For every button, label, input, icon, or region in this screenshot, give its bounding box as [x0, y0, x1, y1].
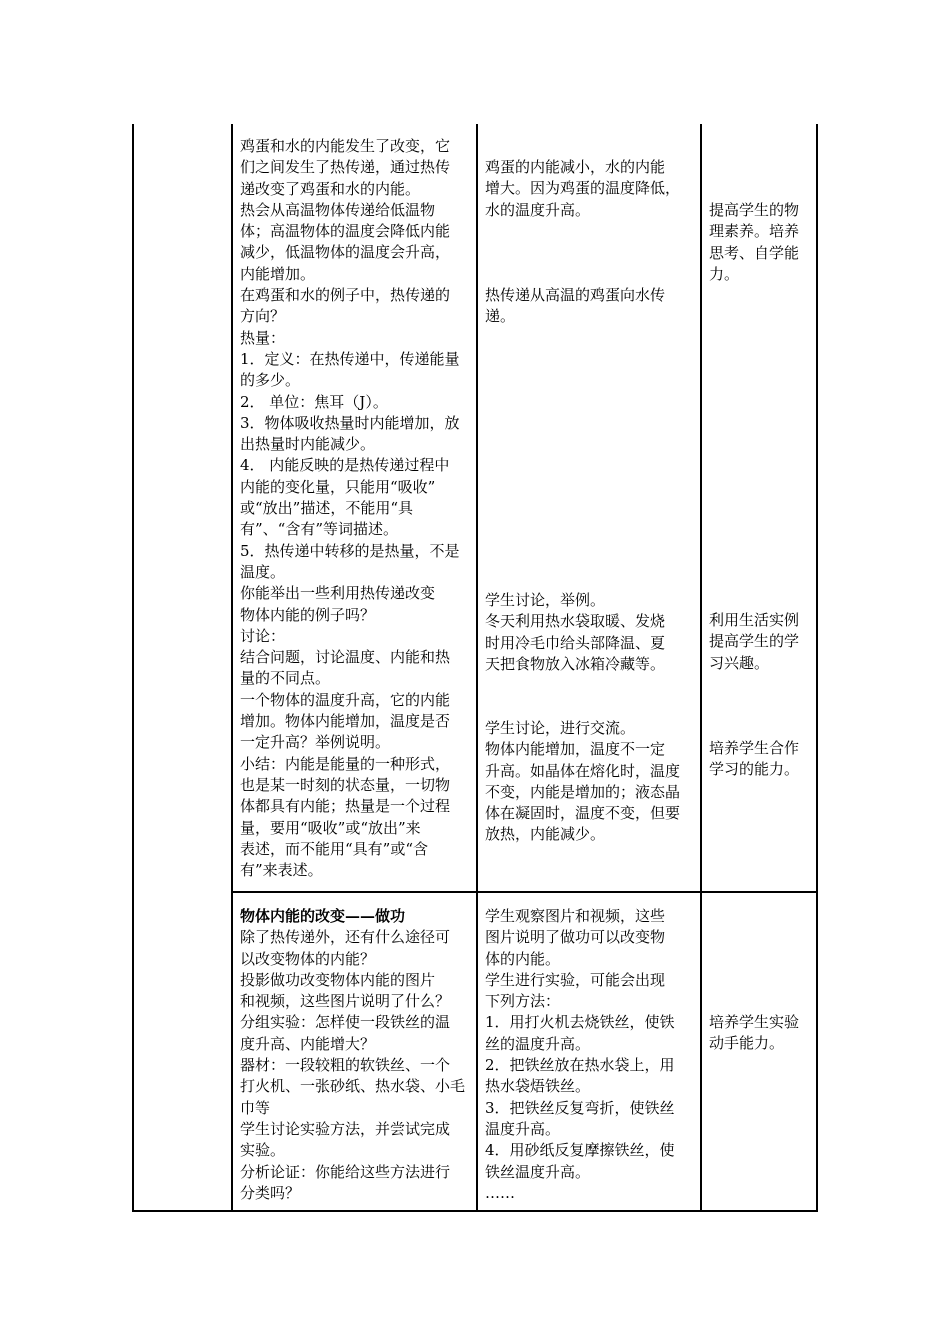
- text-line: 增大。因为鸡蛋的温度降低，: [485, 179, 681, 198]
- text-line: 增加。物体内能增加，温度是否: [240, 712, 451, 731]
- table-divider-2: [476, 124, 478, 1212]
- table-divider-3: [700, 124, 702, 1212]
- text-line: 有”、“含有”等词描述。: [240, 520, 399, 539]
- text-line: 物体内能增加，温度不一定: [485, 740, 666, 759]
- text-line: 学生进行实验，可能会出现: [485, 970, 666, 989]
- text-line: 学生观察图片和视频，这些: [485, 907, 666, 925]
- table-border-bottom: [132, 1210, 818, 1212]
- text-line: 在鸡蛋和水的例子中，热传递的: [240, 286, 451, 305]
- text-line: 热会从高温物体传递给低温物: [240, 200, 436, 219]
- text-line: 冬天利用热水袋取暖、发烧: [485, 612, 666, 631]
- text-line: ……: [485, 1183, 515, 1202]
- text-line: 分类吗？: [240, 1183, 301, 1202]
- text-line: 升高。如晶体在熔化时，温度: [485, 761, 681, 780]
- row2-student-activity: [485, 906, 699, 1204]
- text-line: 的多少。: [240, 371, 301, 390]
- text-line: 内能的变化量，只能用“吸收”: [240, 477, 436, 496]
- text-line: 也是某一时刻的状态量，一切物: [240, 775, 451, 794]
- text-line: 有”来表述。: [240, 861, 323, 880]
- text-line: 铁丝温度升高。: [485, 1162, 591, 1181]
- text-line: 培养学生合作: [709, 739, 800, 757]
- text-line: 图片说明了做功可以改变物: [485, 928, 666, 947]
- text-line: 温度升高。: [485, 1119, 561, 1138]
- text-line: 水的温度升高。: [485, 200, 591, 219]
- text-line: 量的不同点。: [240, 669, 331, 688]
- text-line: 分析论证：你能给这些方法进行: [240, 1162, 451, 1181]
- row1-teacher-activity: [240, 136, 474, 881]
- text-line: 分组实验：怎样使一段铁丝的温: [240, 1013, 451, 1032]
- text-line: 鸡蛋和水的内能发生了改变，它: [240, 137, 451, 155]
- text-line: 内能增加。: [240, 264, 316, 283]
- text-line: 学习的能力。: [709, 760, 800, 779]
- row1-student-answer-a: [485, 157, 699, 221]
- text-line: 热水袋焐铁丝。: [485, 1077, 591, 1096]
- text-line: 2． 单位：焦耳（J）。: [240, 392, 388, 411]
- text-line: 动手能力。: [709, 1034, 785, 1053]
- text-line: 利用生活实例: [709, 611, 800, 629]
- table-divider-1: [231, 124, 233, 1212]
- text-line: 投影做功改变物体内能的图片: [240, 970, 436, 989]
- text-line: 度升高、内能增大？: [240, 1034, 376, 1053]
- text-line: 或“放出”描述，不能用“具: [240, 499, 414, 518]
- text-line: 体都具有内能；热量是一个过程: [240, 797, 451, 816]
- text-line: 出热量时内能减少。: [240, 435, 376, 454]
- row2-intent: [709, 1012, 815, 1055]
- text-line: 培养学生实验: [709, 1013, 800, 1031]
- text-line: 一个物体的温度升高，它的内能: [240, 690, 451, 709]
- text-line: 除了热传递外，还有什么途径可: [240, 928, 451, 947]
- text-line: 鸡蛋的内能减小，水的内能: [485, 158, 666, 176]
- text-line: 你能举出一些利用热传递改变: [240, 584, 436, 603]
- text-line: 2．把铁丝放在热水袋上，用: [485, 1056, 675, 1075]
- text-line: 思考、自学能: [709, 243, 800, 262]
- text-line: 力。: [709, 264, 740, 283]
- row1-intent-c: [709, 738, 815, 781]
- text-line: 量，要用“吸收”或“放出”来: [240, 818, 421, 837]
- row2-heading: 物体内能的改变——做功: [240, 907, 406, 925]
- text-line: 1．定义：在热传递中，传递能量: [240, 349, 460, 368]
- text-line: 讨论：: [240, 626, 286, 645]
- text-line: 时用冷毛巾给头部降温、夏: [485, 633, 666, 652]
- text-line: 递。: [485, 307, 516, 326]
- text-line: 5．热传递中转移的是热量，不是: [240, 541, 460, 560]
- text-line: 递改变了鸡蛋和水的内能。: [240, 179, 421, 198]
- text-line: 3．把铁丝反复弯折，使铁丝: [485, 1098, 675, 1117]
- text-line: 温度。: [240, 562, 286, 581]
- row1-student-answer-d: [485, 718, 699, 846]
- text-line: 方向？: [240, 307, 286, 326]
- text-line: 以改变物体的内能？: [240, 949, 376, 968]
- text-line: 4． 内能反映的是热传递过程中: [240, 456, 450, 475]
- text-line: 学生讨论，举例。: [485, 591, 606, 609]
- text-line: 丝的温度升高。: [485, 1034, 591, 1053]
- text-line: 体；高温物体的温度会降低内能: [240, 222, 451, 241]
- text-line: 理素养。培养: [709, 222, 800, 241]
- text-line: 习兴趣。: [709, 653, 770, 672]
- text-line: 和视频，这些图片说明了什么？: [240, 992, 451, 1011]
- text-line: 表述，而不能用“具有”或“含: [240, 839, 429, 858]
- text-line: 物体内能的例子吗？: [240, 605, 376, 624]
- text-line: 放热，内能减少。: [485, 825, 606, 844]
- text-line: 体在凝固时，温度不变，但要: [485, 804, 681, 823]
- row-divider: [232, 891, 817, 893]
- text-line: 实验。: [240, 1141, 286, 1160]
- text-line: 体的内能。: [485, 949, 561, 968]
- text-line: 结合问题，讨论温度、内能和热: [240, 648, 451, 667]
- text-line: 学生讨论，进行交流。: [485, 719, 636, 737]
- text-line: 小结：内能是能量的一种形式，: [240, 754, 451, 773]
- text-line: 巾等: [240, 1098, 271, 1117]
- text-line: 天把食物放入冰箱冷藏等。: [485, 654, 666, 673]
- text-line: 不变，内能是增加的；液态晶: [485, 782, 681, 801]
- text-line: 打火机、一张砂纸、热水袋、小毛: [240, 1077, 466, 1096]
- table-border-left: [132, 124, 134, 1212]
- row1-student-answer-b: [485, 285, 699, 328]
- text-line: 热传递从高温的鸡蛋向水传: [485, 286, 666, 304]
- text-line: 提高学生的学: [709, 632, 800, 651]
- text-line: 4．用砂纸反复摩擦铁丝，使: [485, 1141, 675, 1160]
- text-line: 热量：: [240, 328, 286, 347]
- row1-intent-b: [709, 610, 815, 674]
- text-line: 学生讨论实验方法，并尝试完成: [240, 1119, 451, 1138]
- text-line: 们之间发生了热传递，通过热传: [240, 158, 451, 177]
- table-border-right: [816, 124, 818, 1212]
- row2-teacher-lines: [240, 927, 474, 1204]
- text-line: 3．物体吸收热量时内能增加，放: [240, 413, 460, 432]
- row1-student-answer-c: [485, 590, 699, 675]
- text-line: 减少，低温物体的温度会升高，: [240, 243, 451, 262]
- text-line: 一定升高？举例说明。: [240, 733, 391, 752]
- text-line: 1．用打火机去烧铁丝，使铁: [485, 1013, 675, 1032]
- text-line: 下列方法：: [485, 992, 561, 1011]
- row1-intent-a: [709, 200, 815, 285]
- text-line: 提高学生的物: [709, 201, 800, 219]
- text-line: 器材：一段较粗的软铁丝、一个: [240, 1056, 451, 1075]
- row2-teacher-activity: [240, 906, 474, 1204]
